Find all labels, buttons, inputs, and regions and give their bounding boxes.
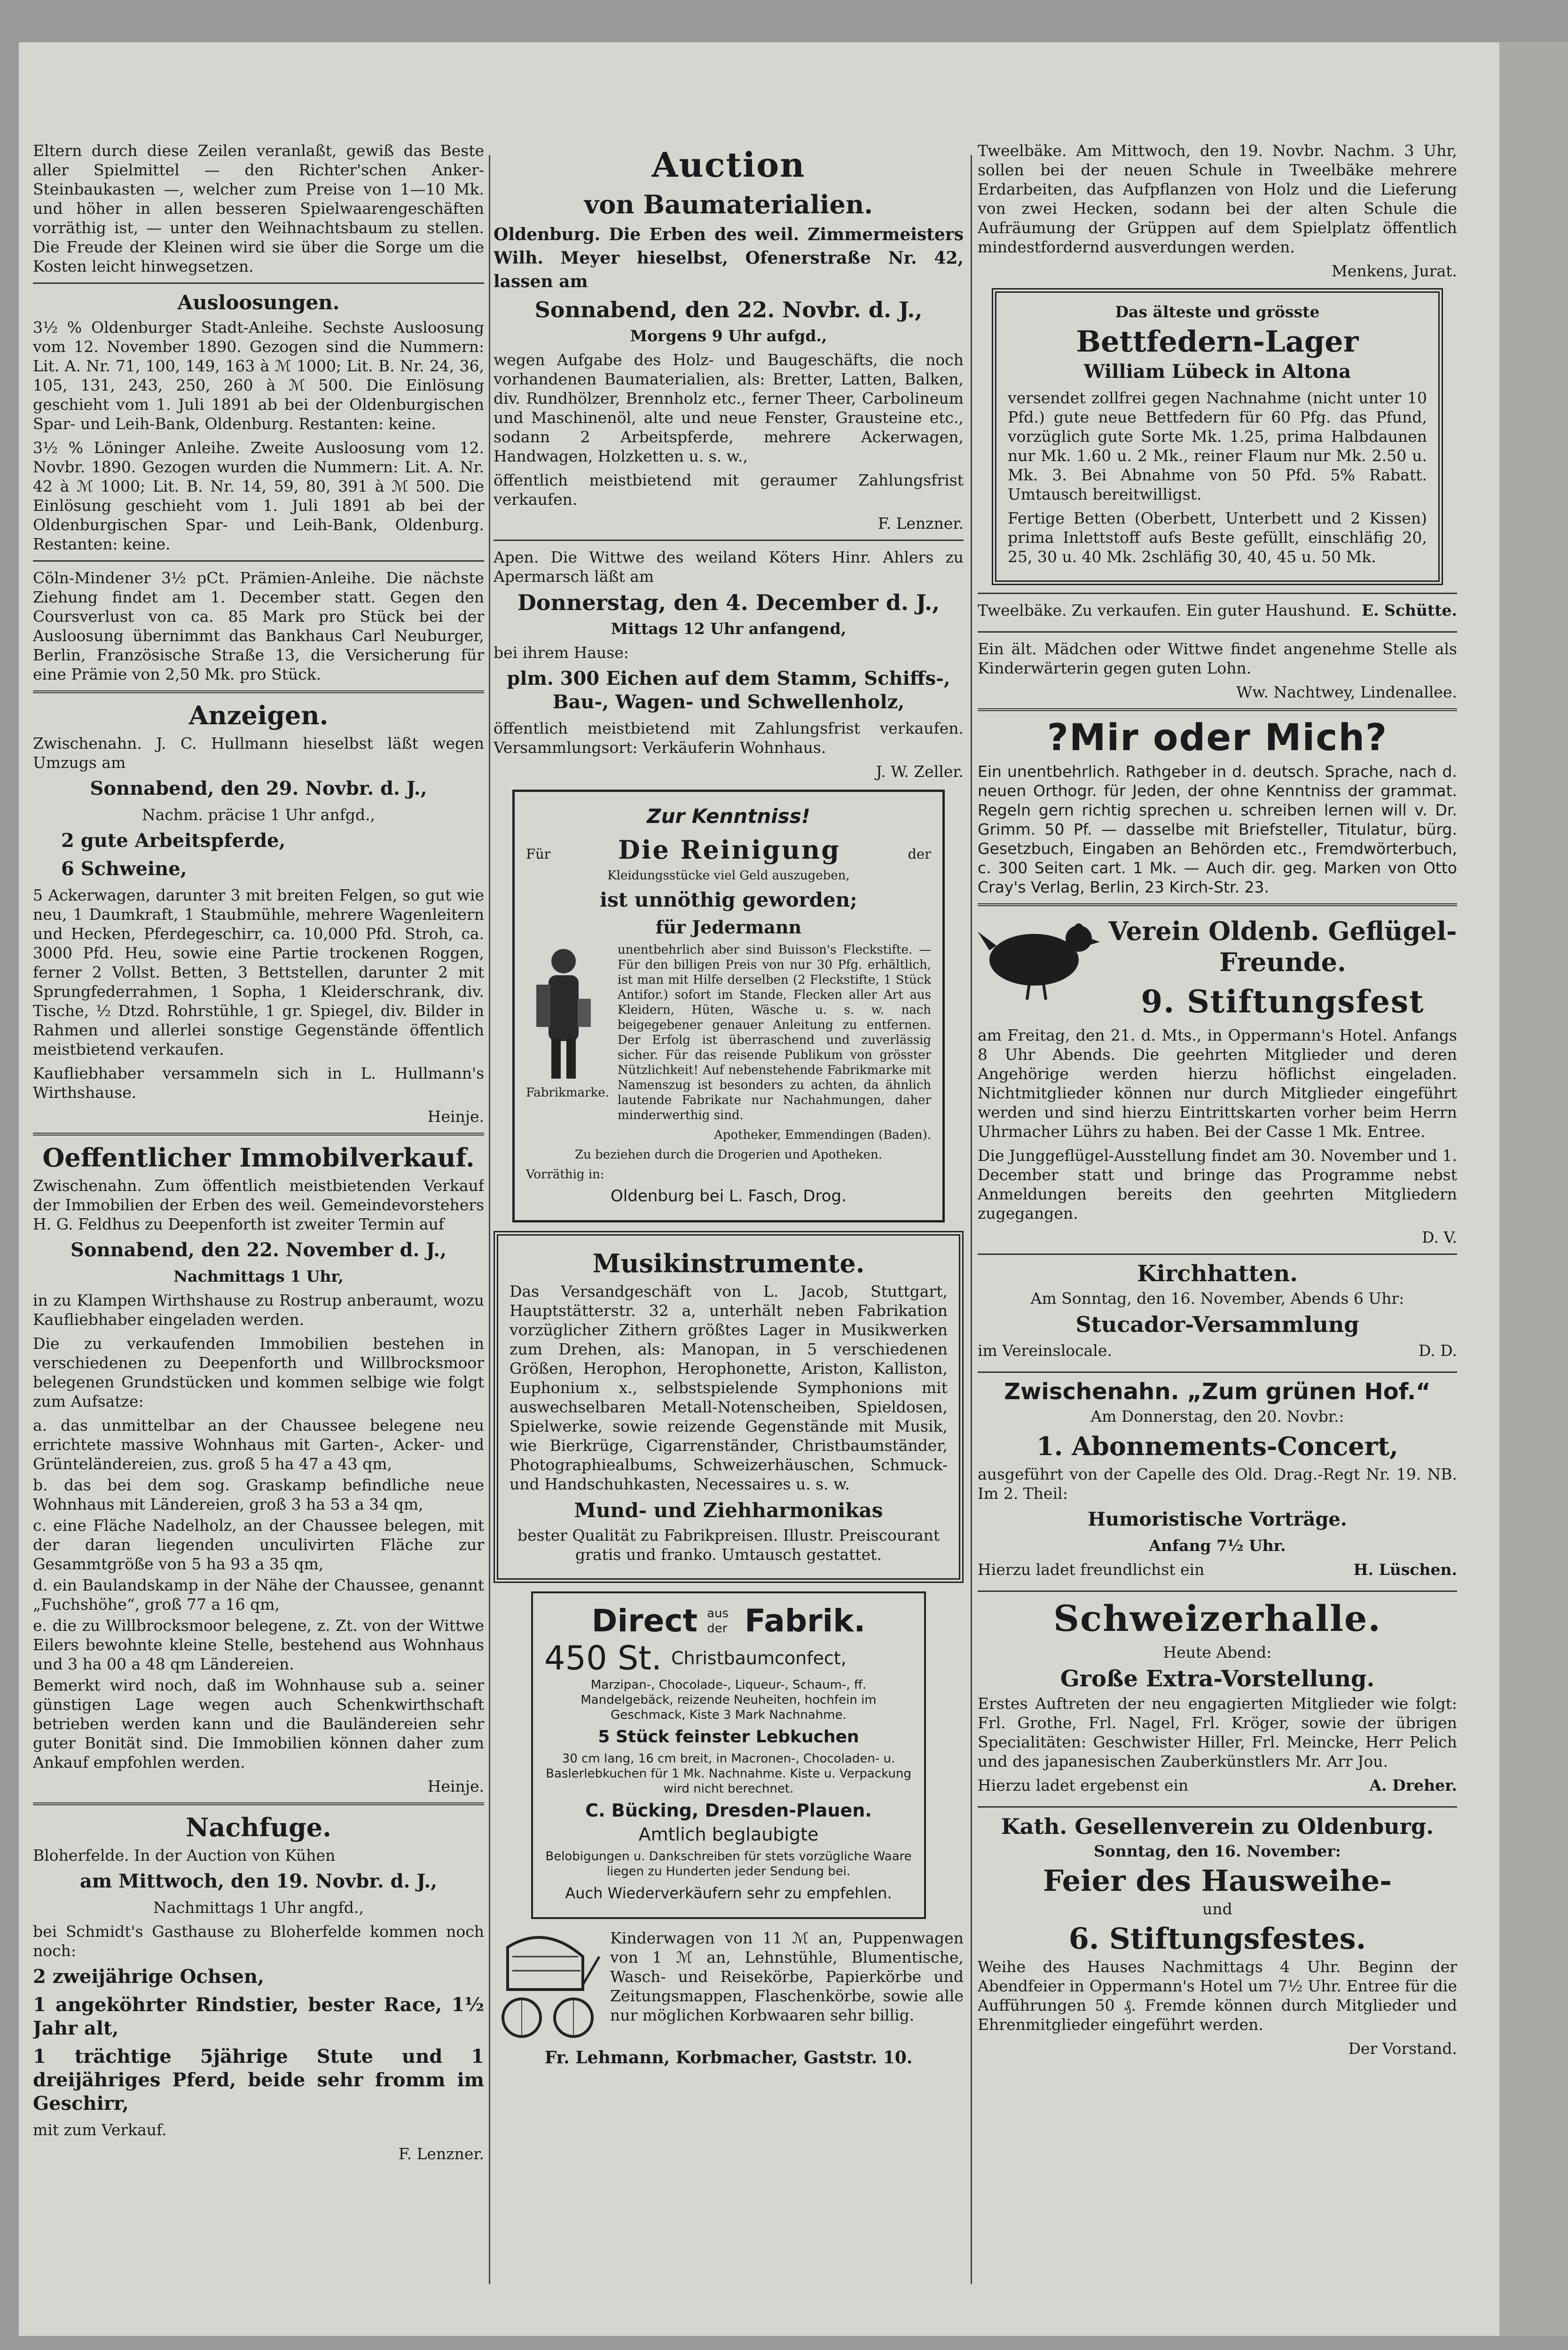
immobil-signature: Heinje. — [427, 1777, 484, 1795]
immobil-item: b. das bei dem sog. Graskamp befindliche neue Wohnhaus mit Ländereien, groß 3 ha 53 a 34 qm, — [33, 1476, 484, 1513]
zwischenahn-end: Hierzu ladet freundlichst ein — [978, 1560, 1205, 1579]
column-right — [978, 141, 1457, 2063]
schweizerhalle-body: Erstes Auftreten der neu engagierten Mitglieder wie folgt: Frl. Grothe, Frl. Nagel, Frl. Kröger, sowie der übrigen Specialitäten: Geschwister Hiller, Frl. Meincke, Herr Pelich und des japanesischen Zauberkünstlers Mr. Arr Jou. — [978, 1694, 1457, 1770]
hen-illustration — [978, 913, 1100, 1002]
auction-subtitle: von Baumaterialien. — [584, 189, 873, 219]
zwischenahn-time: Anfang 7½ Uhr. — [1149, 1536, 1286, 1555]
anker-notice: Eltern durch diese Zeilen veranlaßt, gewiß das Beste aller Spielmittel — den Richter'schen Anker-Steinbaukasten —, welcher zum Preise von 1—10 Mk. und höher in allen besseren Spielwaarengeschäften vorräthig ist, — unter den Weihnachtsbaum zu stellen. Die Freude der Kleinen wird sie über die Sorge um die Kosten leicht hinwegsetzen. — [33, 141, 484, 275]
tweelbaeke-notice: Tweelbäke. Am Mittwoch, den 19. Novbr. Nachm. 3 Uhr, sollen bei der neuen Schule in Tweelbäke mehrere Erdarbeiten, das Aufpflanzen von Holz und die Lieferung von zwei Hecken, sodann bei der alten Schule die Aufräumung der Grüppen auf dem Spielplatz öffentlich mindestfordernd ausverdungen werden. — [978, 141, 1457, 256]
kenntniss-headline: Die Reinigung — [618, 835, 841, 865]
direct-title: Direct — [591, 1603, 698, 1639]
immobil-item: d. ein Baulandskamp in der Nähe der Chaussee, genannt „Fuchshöhe“, groß 77 a 16 qm, — [33, 1576, 484, 1614]
apen-date: Donnerstag, den 4. December d. J., — [517, 590, 940, 615]
schweizerhalle-vorstellung: Große Extra-Vorstellung. — [1060, 1666, 1375, 1692]
fabrikmarke-label: Fabrikmarke. — [526, 1086, 609, 1100]
immobil-time: Nachmittags 1 Uhr, — [173, 1267, 344, 1285]
immobil-item: e. die zu Willbrocksmoor belegene, z. Zt. von der Wittwe Eilers bewohnte kleine Stelle, bestehend aus Wohnhaus und 3 ha 00 a 48 qm Ländereien. — [33, 1616, 484, 1673]
verein-body2: Die Junggeflügel-Ausstellung findet am 30. November und 1. December statt und bringe das Programme nebst Anmeldungen bereits den geehrten Mitgliedern zugegangen. — [978, 1146, 1457, 1222]
apen-intro: Apen. Die Wittwe des weiland Köters Hinr. Ahlers zu Apermarsch läßt am — [494, 548, 964, 586]
auction-body: wegen Aufgabe des Holz- und Baugeschäfts, die noch vorhandenen Baumaterialien, als: Bretter, Latten, Balken, div. Rundhölzer, Brennholz etc., ferner Theer, Carbolineum und Maschinenöl, alte und neue Fenster, Grausteine etc., sodann 2 Arbeitspferde, mehrere Ackerwagen, Handwagen, Holzketten u. s. w., — [494, 351, 964, 465]
musik-end: bester Qualität zu Fabrikpreisen. Illustr. Preiscourant gratis und franko. Umtausch gestattet. — [517, 1526, 940, 1564]
musik-body: Das Versandgeschäft von L. Jacob, Stuttgart, Hauptstätterstr. 32 a, unterhält neben Fabrikation vorzüglicher Zithern größtes Lager in Musikwerken zum Drehen, als: Manopan, in 5 verschiedenen Größen, Herophon, Herophonette, Ariston, Kalliston, Euphonium x., selbstspielende Symphonions mit auswechselbaren Metall-Notenscheiben, Spieldosen, Spielwerke, sowie reizende Gegenstände mit Musik, wie Bierkrüge, Cigarrenständer, Christbaumständer, Photographiealbums, Schweizerhäuschen, Schmuck- und Handschuhkasten, Necessaires u. s. w. — [510, 1282, 948, 1493]
direct-body3: Belobigungen u. Dankschreiben für stets vorzügliche Waare liegen zu Hunderten jeder Sendung bei. — [545, 1849, 912, 1879]
schweizerhalle-heute: Heute Abend: — [1163, 1643, 1272, 1661]
kenntniss-sub: Kleidungsstücke viel Geld auszugeben, — [607, 869, 850, 883]
nachfuge-item: 1 trächtige 5jährige Stute und 1 dreijähriges Pferd, beide sehr fromm im Geschirr, — [33, 2045, 484, 2115]
kath-feier: Feier des Hausweihe- — [1043, 1864, 1392, 1898]
kath-und: und — [1202, 1900, 1232, 1918]
man-illustration — [526, 942, 601, 1083]
zwischenahn-date: Am Donnerstag, den 20. Novbr.: — [1090, 1407, 1344, 1426]
column-middle — [494, 141, 964, 2074]
nachfuge-time: Nachmittags 1 Uhr angfd., — [153, 1898, 364, 1917]
kath-signature: Der Vorstand. — [1348, 2039, 1457, 2058]
kirchhatten-signature: D. D. — [1418, 1341, 1457, 1360]
kenntniss-sub3: für Jedermann — [655, 916, 802, 938]
immobil-body2: Die zu verkaufenden Immobilien bestehen in verschiedenen zu Deepenforth und Willbrocksmoor belegenen Grundstücken und kommen selbige wie folgt zum Aufsatze: — [33, 1334, 484, 1410]
nachfuge-signature: F. Lenzner. — [398, 2145, 484, 2163]
zwischenahn-title: Zwischenahn. „Zum grünen Hof.“ — [1004, 1379, 1431, 1405]
hullmann-signature: Heinje. — [427, 1107, 484, 1126]
apen-time: Mittags 12 Uhr anfangend, — [611, 619, 847, 638]
bettfedern-body2: Fertige Betten (Oberbett, Unterbett und 2 Kissen) prima Inlettstoff aufs Beste gefüllt, einschläfig 20, 25, 30 u. 40 Mk. 2schläfig 30, 40, 45 u. 50 Mk. — [1008, 509, 1427, 566]
immobil-item: c. eine Fläche Nadelholz, an der Chaussee belegen, mit der daran liegenden unculivirten Fläche zur Gesammtgröße von 5 ha 93 a 35 qm, — [33, 1516, 484, 1573]
immobil-end: Bemerkt wird noch, daß im Wohnhause sub a. seiner günstigen Lage wegen auch Schenkwirthschaft betrieben werden kann und die Bauländereien sehr guter Bonität sind. Die Immobilien können daher zum Ankauf empfohlen werden. — [33, 1676, 484, 1771]
direct-amtlich: Amtlich beglaubigte — [638, 1824, 819, 1845]
bettfedern-ad — [992, 288, 1443, 585]
nachfuge-body: bei Schmidt's Gasthause zu Bloherfelde kommen noch noch: — [33, 1922, 484, 1960]
zwischenahn-humor: Humoristische Vorträge. — [1088, 1508, 1347, 1530]
kenntniss-fuer: Für — [526, 846, 551, 862]
kath-stiftungsfest: 6. Stiftungsfestes. — [1068, 1921, 1366, 1956]
tweelbaeke-signature: Menkens, Jurat. — [1332, 262, 1457, 280]
hullmann-item: 6 Schweine, — [61, 858, 187, 880]
auction-time: Morgens 9 Uhr aufgd., — [630, 327, 827, 345]
immobilverkauf-title: Oeffentlicher Immobilverkauf. — [42, 1143, 475, 1173]
musik-harmonikas: Mund- und Ziehharmonikas — [574, 1499, 883, 1522]
hullmann-date: Sonnabend, den 29. Novbr. d. J., — [90, 777, 427, 799]
kinderwagen-ad — [494, 1928, 964, 2046]
loeninger-anleihe: 3½ % Löninger Anleihe. Zweite Ausloosung vom 12. Novbr. 1890. Gezogen wurden die Nummern: Lit. A. Nr. 42 à ℳ 1000; Lit. B. Nr. 14, 59, 80, 391 à ℳ 500. Die Einlösung geschieht vom 1. Juli 1891 ab bei der Oldenburgischen Spar- und Leih-Bank, Oldenburg. Restanten: keine. — [33, 439, 484, 553]
verein-signature: D. V. — [1422, 1228, 1457, 1246]
ausloosungen-title: Ausloosungen. — [177, 291, 340, 314]
zwischenahn-body: ausgeführt von der Capelle des Old. Drag.-Regt Nr. 19. NB. Im 2. Theil: — [978, 1465, 1457, 1503]
nachfuge-end: mit zum Verkauf. — [33, 2121, 167, 2139]
kinderwagen-body: Kinderwagen von 11 ℳ an, Puppenwagen von 1 ℳ an, Lehnstühle, Blumentische, Wasch- und Reisekörbe, Papierkörbe und Zeitungsmappen, Flaschenkörbe, sowie alle nur möglichen Korbwaaren sehr billig. — [610, 1929, 964, 2024]
nachfuge-intro: Bloherfelde. In der Auction von Kühen — [33, 1846, 336, 1864]
mir-oder-mich-title: ?Mir oder Mich? — [1047, 717, 1388, 759]
kenntniss-vorraethig: Vorräthig in: — [526, 1167, 604, 1182]
kenntniss-der: der — [908, 846, 931, 862]
nachfuge-item: 1 angeköhrter Rindstier, bester Race, 1½ Jahr alt, — [33, 1994, 484, 2039]
musik-title: Musikinstrumente. — [592, 1248, 865, 1278]
anzeigen-title: Anzeigen. — [188, 700, 329, 730]
kenntniss-sub2: ist unnöthig geworden; — [600, 888, 857, 911]
kirchhatten-end: im Vereinslocale. — [978, 1341, 1112, 1360]
kenntniss-signature: Apotheker, Emmendingen (Baden). — [714, 1128, 931, 1142]
bettfedern-pre: Das älteste und grösste — [1115, 303, 1320, 321]
column-rule — [971, 155, 972, 2284]
direct-end: Auch Wiederverkäufern sehr zu empfehlen. — [565, 1884, 892, 1902]
column-rule — [489, 155, 490, 2284]
direct-body2: 30 cm lang, 16 cm breit, in Macronen-, Chocoladen- u. Baslerlebkuchen für 1 Mk. Nachnahme. Kiste u. Verpackung wird nicht berechnet. — [546, 1752, 911, 1796]
apen-body: bei ihrem Hause: — [494, 643, 629, 662]
kirchhatten-stucador: Stucador-Versammlung — [1075, 1312, 1359, 1337]
kenntniss-title: Zur Kenntniss! — [647, 805, 810, 828]
kirchhatten-title: Kirchhatten. — [1137, 1261, 1298, 1287]
kenntniss-body: unentbehrlich aber sind Buisson's Fleckstifte. — Für den billigen Preis von nur 30 Pfg. erhältlich, ist man mit Hilfe derselben (2 Fleckstifte, 1 Stück Antifor.) sofort im Stande, Flecken aller Art aus Kleidern, Hüten, Wäsche u. s. w. nach beigegebener genauer Anleitung zu entfernen. Der Erfolg ist überraschend und zuverlässig sicher. Für das reisende Publikum von grösster Nützlichkeit! Auf nebenstehende Fabrikmarke mit Namenszug ist besonders zu achten, da ähnlich lautende Fabrikate nur Nachahmungen, daher minderwerthig sind. — [617, 943, 931, 1122]
nachfuge-item: 2 zweijährige Ochsen, — [33, 1966, 264, 1988]
auction-intro: Oldenburg. Die Erben des weil. Zimmermeisters Wilh. Meyer hieselbst, Ofenerstraße Nr. 42, lassen am — [494, 225, 964, 291]
page-edge — [1499, 42, 1568, 2336]
immobil-body: in zu Klampen Wirthshause zu Rostrup anberaumt, wozu Kaufliebhaber eingeladen werden. — [33, 1291, 484, 1329]
kath-body: Weihe des Hauses Nachmittags 4 Uhr. Beginn der Abendfeier in Oppermann's Hotel um 7½ Uhr. Entree für die Aufführungen 50 ₰. Fremde können durch Mitglieder und Ehrenmitglieder eingeführt werden. — [978, 1958, 1457, 2034]
immobil-item: a. das unmittelbar an der Chaussee belegene neu errichtete massive Wohnhaus mit Garten-, Acker- und Grünteländereien, zus. groß 5 ha 47 a 43 qm, — [33, 1416, 484, 1473]
nachfuge-date: am Mittwoch, den 19. Novbr. d. J., — [79, 1870, 438, 1892]
apen-end: öffentlich meistbietend mit Zahlungsfrist verkaufen. Versammlungsort: Verkäuferin Wohnhaus. — [494, 719, 964, 757]
maedchen-signature: Ww. Nachtwey, Lindenallee. — [1236, 683, 1457, 701]
immobil-date: Sonnabend, den 22. November d. J., — [70, 1239, 447, 1261]
hullmann-intro: Zwischenahn. J. C. Hullmann hieselbst läßt wegen Umzugs am — [33, 734, 484, 772]
immobil-intro: Zwischenahn. Zum öffentlich meistbietenden Verkauf der Immobilien der Erben des weil. Gemeindevorstehers H. G. Feldhus zu Deepenforth ist zweiter Termin auf — [33, 1176, 484, 1233]
bettfedern-body: versendet zollfrei gegen Nachnahme (nicht unter 10 Pfd.) gute neue Bettfedern für 60 Pfg. das Pfund, vorzüglich gute Sorte Mk. 1.25, prima Halbdaunen nur Mk. 1.60 u. 2 Mk., reiner Flaum nur Mk. 2.50 u. Mk. 3. Bei Abnahme von 50 Pfd. 5% Rabatt. Umtausch bereitwilligst. — [1008, 389, 1427, 503]
coeln-mindener: Cöln-Mindener 3½ pCt. Prämien-Anleihe. Die nächste Ziehung findet am 1. December statt. Gegen den Coursverlust von ca. 85 Mark pro Stück bei der Ausloosung übernimmt das Bankhaus Carl Neuburger, Berlin, Französische Straße 13, die Versicherung für eine Prämie von 2,50 Mk. pro Stück. — [33, 569, 484, 683]
mir-oder-mich-body: Ein unentbehrlich. Rathgeber in d. deutsch. Sprache, nach d. neuen Orthogr. für Jeden, der ohne Kenntniss der grammat. Regeln gern richtig sprechen u. schreiben lernen will v. Dr. Grimm. 50 Pf. — dasselbe mit Briefsteller, Titulatur, bürg. Gesetzbuch, Eingaben an Behörden etc., Fremdwörterbuch, c. 300 Seiten cart. 1 Mk. — Auch dir. geg. Marken von Otto Cray's Verlag, Berlin, 23 Kirch-Str. 23. — [978, 762, 1457, 896]
musikinstrumente-ad — [494, 1231, 964, 1583]
bettfedern-firm: William Lübeck in Altona — [1083, 360, 1351, 383]
direct-confect: Christbaumconfect, — [671, 1648, 847, 1668]
auction-date: Sonnabend, den 22. Novbr. d. J., — [534, 297, 923, 322]
direct-count: 450 St. — [544, 1639, 662, 1677]
tweelbaeke-hund-signature: E. Schütte. — [1361, 601, 1457, 619]
kath-date: Sonntag, den 16. November: — [1094, 1842, 1341, 1860]
zwischenahn-signature: H. Lüschen. — [1353, 1560, 1457, 1579]
verein-title: Verein Oldenb. Geflügel-Freunde. — [1108, 916, 1457, 977]
hullmann-item: 2 gute Arbeitspferde, — [61, 830, 286, 852]
zwischenahn-concert: 1. Abonnements-Concert, — [1036, 1431, 1398, 1461]
kenntniss-place: Oldenburg bei L. Fasch, Drog. — [611, 1187, 847, 1206]
kenntniss-ad — [512, 790, 945, 1222]
pram-illustration — [494, 1928, 602, 2046]
schweizerhalle-signature: A. Dreher. — [1369, 1776, 1457, 1794]
nachfuge-title: Nachfuge. — [186, 1812, 331, 1842]
hullmann-time: Nachm. präcise 1 Uhr anfgd., — [141, 806, 376, 824]
auction-title: Auction — [651, 145, 806, 185]
schweizerhalle-title: Schweizerhalle. — [1053, 1598, 1381, 1639]
direct-aus: aus der — [707, 1606, 729, 1636]
schweizerhalle-end: Hierzu ladet ergebenst ein — [978, 1776, 1189, 1794]
direct-body: Marzipan-, Chocolade-, Liqueur-, Schaum-, ff. Mandelgebäck, reizende Neuheiten, hochfein im Geschmack, Kiste 3 Mark Nachnahme. — [580, 1678, 877, 1722]
oldenburg-anleihe: 3½ % Oldenburger Stadt-Anleihe. Sechste Ausloosung vom 12. November 1890. Gezogen sind die Nummern: Lit. A. Nr. 71, 100, 149, 163 à ℳ 1000; Lit. B. Nr. 24, 36, 105, 131, 243, 250, 260 à ℳ 500. Die Einlösung geschieht vom 1. Juli 1891 ab bei der Oldenburgischen Spar- und Leih-Bank, Oldenburg. Restanten: keine. — [33, 318, 484, 433]
column-left — [33, 141, 484, 2168]
apen-signature: J. W. Zeller. — [876, 762, 964, 781]
kenntniss-from: Zu beziehen durch die Drogerien und Apotheken. — [575, 1148, 882, 1162]
apen-goods: plm. 300 Eichen auf dem Stamm, Schiffs-, Bau-, Wagen- und Schwellenholz, — [507, 667, 950, 713]
auction-end: öffentlich meistbietend mit geraumer Zahlungsfrist verkaufen. — [494, 471, 964, 509]
direct-firm: C. Bücking, Dresden-Plauen. — [585, 1800, 872, 1821]
kath-title: Kath. Gesellenverein zu Oldenburg. — [1001, 1814, 1434, 1839]
direct-title2: Fabrik. — [745, 1603, 866, 1639]
hullmann-end: Kaufliebhaber versammeln sich in L. Hullmann's Wirthshause. — [33, 1064, 484, 1102]
tweelbaeke-hund: Tweelbäke. Zu verkaufen. Ein guter Haushund. — [978, 601, 1351, 619]
hullmann-body: 5 Ackerwagen, darunter 3 mit breiten Felgen, so gut wie neu, 1 Daumkraft, 1 Staubmühle, mehrere Wagenleitern und Hecken, Pferdegeschirr, ca. 10,000 Pfd. Stroh, ca. 3000 Pfd. Heu, sowie eine Partie trockenen Roggen, ferner 2 Vollst. Betten, 3 Bettstellen, darunter 2 mit Sprungfederrahmen, 1 Sopha, 1 Kleiderschrank, div. Tische, ½ Dtzd. Rohrstühle, 1 gr. Spiegel, div. Bilder in Rahmen und allerlei sonstige Gegenstände öffentlich meistbietend verkaufen. — [33, 886, 484, 1058]
direct-lebkuchen: 5 Stück feinster Lebkuchen — [598, 1727, 859, 1747]
maedchen-notice: Ein ält. Mädchen oder Wittwe findet angenehme Stelle als Kinderwärterin gegen guten Lohn. — [978, 640, 1457, 677]
direct-fabrik-ad — [531, 1591, 926, 1919]
bettfedern-title: Bettfedern-Lager — [1076, 324, 1359, 359]
auction-signature: F. Lenzner. — [878, 514, 964, 533]
kirchhatten-body: Am Sonntag, den 16. November, Abends 6 Uhr: — [1030, 1289, 1404, 1308]
verein-fest: 9. Stiftungsfest — [1141, 983, 1425, 1020]
kinderwagen-signature: Fr. Lehmann, Korbmacher, Gaststr. 10. — [544, 2048, 913, 2068]
verein-body: am Freitag, den 21. d. Mts., in Oppermann's Hotel. Anfangs 8 Uhr Abends. Die geehrten Mitglieder und deren Angehörige werden hierzu höflichst eingeladen. Nichtmitglieder können nur durch Mitglieder eingeführt werden und sind hierzu Eintrittskarten vorher beim Herrn Uhrmacher Lührs zu haben. Bei der Casse 1 Mk. Entree. — [978, 1026, 1457, 1141]
